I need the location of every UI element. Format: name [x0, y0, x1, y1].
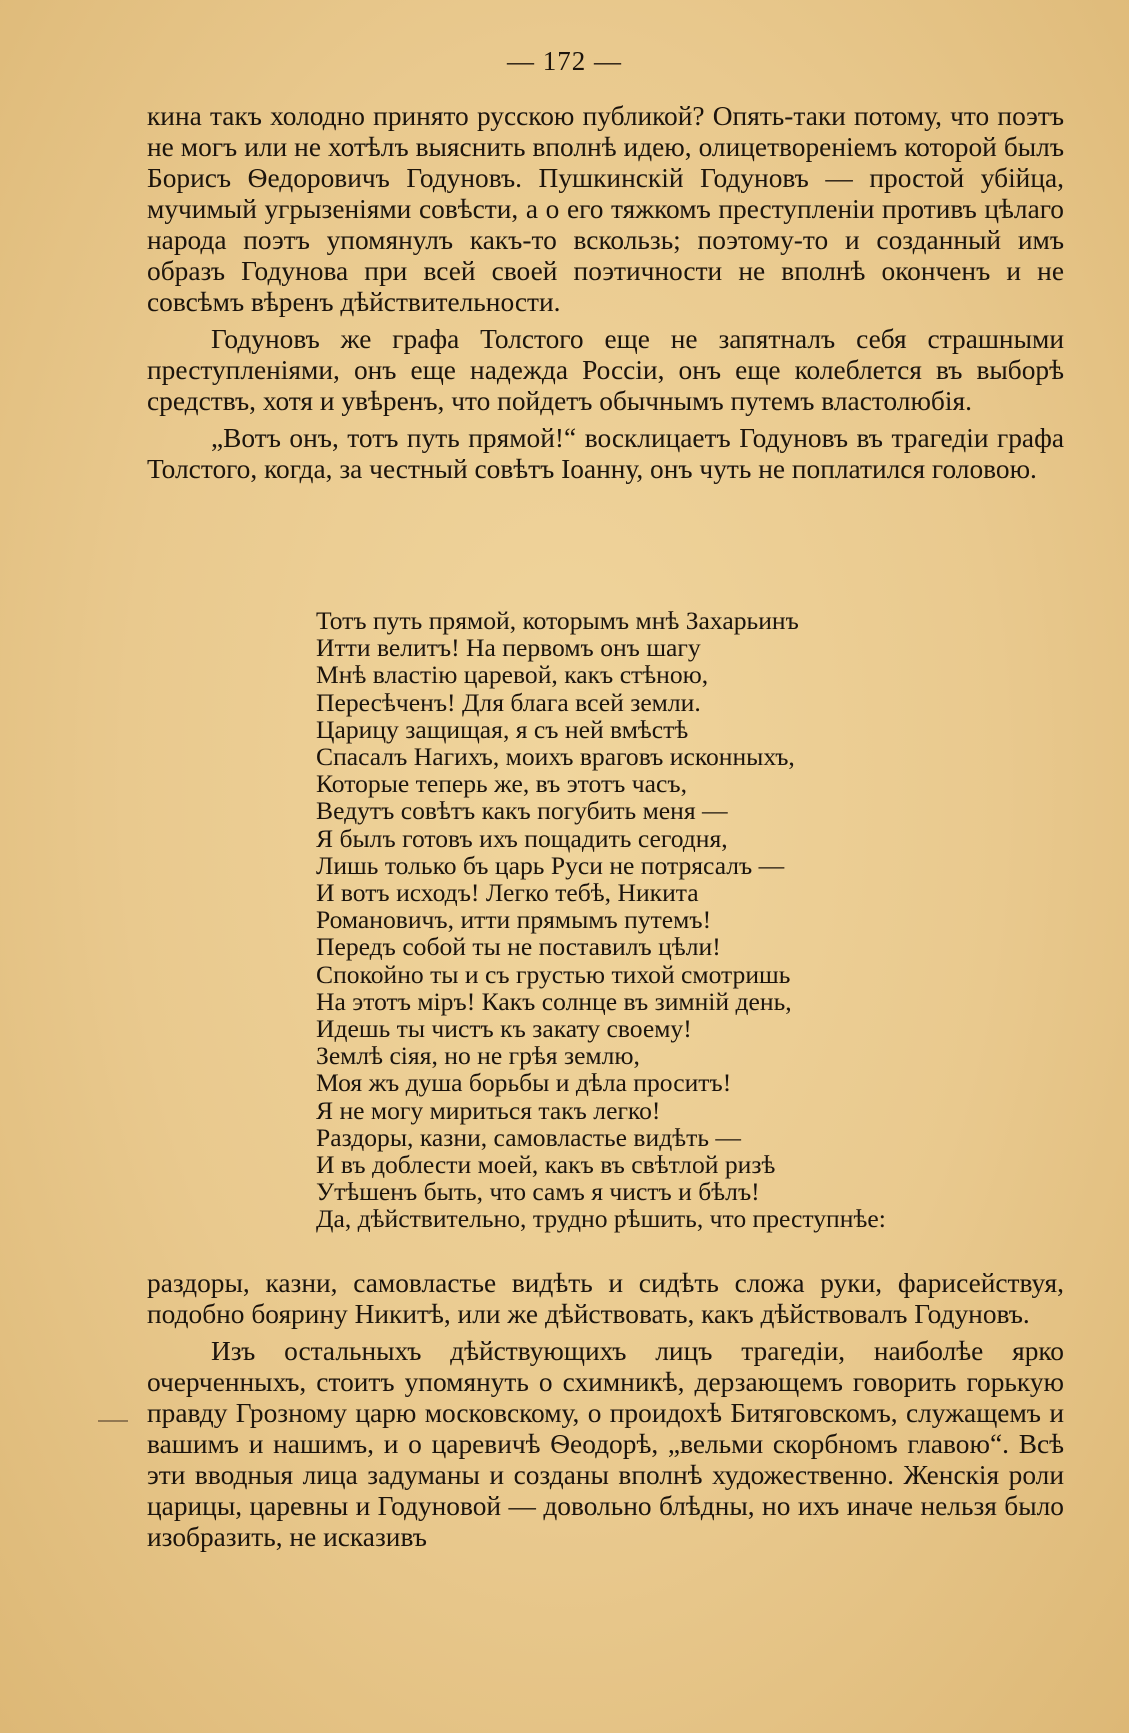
verse-line: Итти велитъ! На первомъ онъ шагу: [316, 633, 701, 663]
verse-line: Спасалъ Нагихъ, моихъ враговъ исконныхъ,: [316, 742, 795, 772]
verse-line: Мнѣ властію царевой, какъ стѣною,: [316, 660, 709, 690]
verse-line: Тотъ путь прямой, которымъ мнѣ Захарьинъ: [316, 606, 799, 635]
page-number: — 172 —: [507, 46, 622, 76]
verse-line: Спокойно ты и съ грустью тихой смотришь: [316, 959, 791, 989]
verse-line: Я былъ готовъ ихъ пощадить сегодня,: [316, 823, 728, 853]
verse-line: Землѣ сіяя, но не грѣя землю,: [316, 1041, 640, 1071]
verse-line: На этотъ міръ! Какъ солнце въ зимній день,: [316, 986, 792, 1016]
top-text-block: [147, 101, 1064, 485]
verse-line: Передъ собой ты не поставилъ цѣли!: [316, 932, 721, 962]
verse-line: Идешь ты чистъ къ закату своему!: [316, 1014, 692, 1044]
verse-line: Я не могу мириться такъ легко!: [316, 1095, 661, 1125]
verse-line: Моя жъ душа борьбы и дѣла проситъ!: [316, 1068, 732, 1098]
verse-line: Которые теперь же, въ этотъ часъ,: [316, 769, 688, 799]
verse-quotation: [316, 607, 886, 1233]
paragraph-godunov-tolstoy: Годуновъ же графа Толстого еще не запятналъ себя страшными преступленіями, онъ еще надежда Россіи, онъ еще колеблется въ выборѣ средствъ, хотя и увѣренъ, что пойдетъ обычнымъ путемъ властолюбія.: [147, 324, 1064, 416]
paragraph-continuation: кина такъ холодно принято русскою публикой? Опять-таки потому, что поэтъ не могъ или не хотѣлъ выяснить вполнѣ идею, олицетвореніемъ которой былъ Борисъ Ѳедоровичъ Годуновъ. Пушкинскій Годуновъ — простой убійца, мучимый угрызеніями совѣсти, а о его тяжкомъ преступленіи противъ цѣлаго народа поэтъ упомянулъ какъ-то вскользь; поэтому-то и созданный имъ образъ Годунова при всей своей поэтичности не вполнѣ оконченъ и не совсѣмъ вѣренъ дѣйствительности.: [147, 101, 1064, 317]
verse-line: Царицу защищая, я съ ней вмѣстѣ: [316, 714, 689, 744]
verse-line: Лишь только бъ царь Руси не потрясалъ —: [316, 850, 785, 880]
verse-line: Утѣшенъ быть, что самъ я чистъ и бѣлъ!: [316, 1177, 760, 1207]
paragraph-quote-intro: „Вотъ онъ, тотъ путь прямой!“ восклицаетъ Годуновъ въ трагедіи графа Толстого, когда, за честный совѣтъ Іоанну, онъ чуть не поплатился головою.: [147, 423, 1064, 484]
paragraph-verse-continuation: раздоры, казни, самовластье видѣть и сидѣть сложа руки, фарисействуя, подобно боярину Никитѣ, или же дѣйствовать, какъ дѣйствовалъ Годуновъ.: [147, 1268, 1064, 1329]
verse-line: И вотъ исходъ! Легко тебѣ, Никита: [316, 878, 699, 908]
verse-line: Раздоры, казни, самовластье видѣть —: [316, 1122, 741, 1152]
bottom-text-block: [147, 1268, 1064, 1553]
paragraph-other-characters: Изъ остальныхъ дѣйствующихъ лицъ трагедіи, наиболѣе ярко очерченныхъ, стоитъ упомянуть о схимникѣ, дерзающемъ говорить горькую правду Грозному царю московскому, о проидохѣ Битяговскомъ, служащемъ и вашимъ и нашимъ, и о царевичѣ Ѳеодорѣ, „вельми скорбномъ главою“. Всѣ эти вводныя лица задуманы и созданы вполнѣ художественно. Женскія роли царицы, царевны и Годуновой — довольно блѣдны, но ихъ иначе нельзя было изобразить, не исказивъ: [147, 1336, 1064, 1552]
verse-line: Романовичъ, итти прямымъ путемъ!: [316, 905, 712, 935]
verse-line: Ведутъ совѣтъ какъ погубить меня —: [316, 796, 728, 826]
verse-line: Да, дѣйствительно, трудно рѣшить, что преступнѣе:: [316, 1204, 886, 1234]
margin-pencil-mark: [98, 1420, 128, 1422]
verse-line: Пересѣченъ! Для блага всей земли.: [316, 687, 701, 717]
verse-line: И въ доблести моей, какъ въ свѣтлой ризѣ: [316, 1150, 776, 1180]
